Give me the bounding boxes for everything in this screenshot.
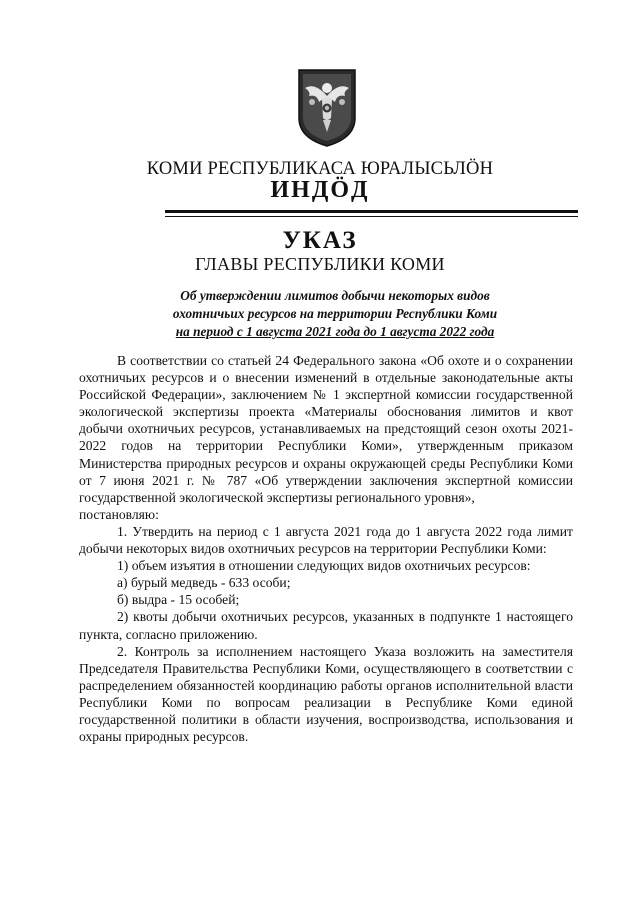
resolve-line: постановляю: — [79, 506, 159, 522]
komi-coat-of-arms — [295, 66, 359, 148]
subject-line-1: Об утверждении лимитов добычи некоторых видов — [180, 288, 490, 303]
decree-issuer: ГЛАВЫ РЕСПУБЛИКИ КОМИ — [195, 254, 445, 274]
item-1-1-b: б) выдра - 15 особей; — [117, 592, 240, 608]
decree-subject — [140, 287, 530, 341]
item-2: 2. Контроль за исполнением настоящего Указа возложить на заместителя Председателя Правительства Республики Коми, осуществляющего в соответствии с распределением обязанностей координацию работы органов исполнительной власти Республики Коми по вопросам реализации в Республике Коми единой государственной политики в области изучения, воспроизводства, использования и охраны природных ресурсов. — [79, 643, 573, 745]
komi-header-title: КОМИ РЕСПУБЛИКАСА ЮРАЛЫСЬЛÖН — [146, 159, 494, 179]
header-divider-thick — [165, 210, 578, 213]
decree-title: УКАЗ — [282, 227, 358, 254]
decree-body — [79, 352, 573, 745]
item-1-1-a: а) бурый медведь - 633 особи; — [117, 575, 291, 591]
header-divider-thin — [165, 216, 578, 217]
item-1: 1. Утвердить на период с 1 августа 2021 года до 1 августа 2022 года лимит добычи некоторых видов охотничьих ресурсов на территории Республики Коми: — [79, 523, 573, 557]
item-1-1: 1) объем изъятия в отношении следующих видов охотничьих ресурсов: — [117, 558, 531, 574]
subject-line-2: охотничьих ресурсов на территории Республики Коми — [172, 306, 498, 321]
preamble-paragraph: В соответствии со статьей 24 Федерального закона «Об охоте и о сохранении охотничьих ресурсов и о внесении изменений в отдельные законодательные акты Российской Федерации», заключением № 1 экспертной комиссии государственной экологической экспертизы проекта «Материалы обоснования лимитов и квот добычи охотничьих ресурсов, устанавливаемых на предстоящий сезон охоты 2021-2022 годов на территории Республики Коми», утвержденным приказом Министерства природных ресурсов и охраны окружающей среды Республики Коми от 7 июня 2021 г. № 787 «Об утверждении заключения экспертной комиссии государственной экологической экспертизы регионального уровня», — [79, 353, 573, 505]
item-1-2: 2) квоты добычи охотничьих ресурсов, указанных в подпункте 1 настоящего пункта, согласно приложению. — [79, 609, 573, 642]
subject-line-3: на период с 1 августа 2021 года до 1 августа 2022 года — [175, 324, 495, 339]
komi-decree-word: ИНДÖД — [270, 177, 370, 203]
